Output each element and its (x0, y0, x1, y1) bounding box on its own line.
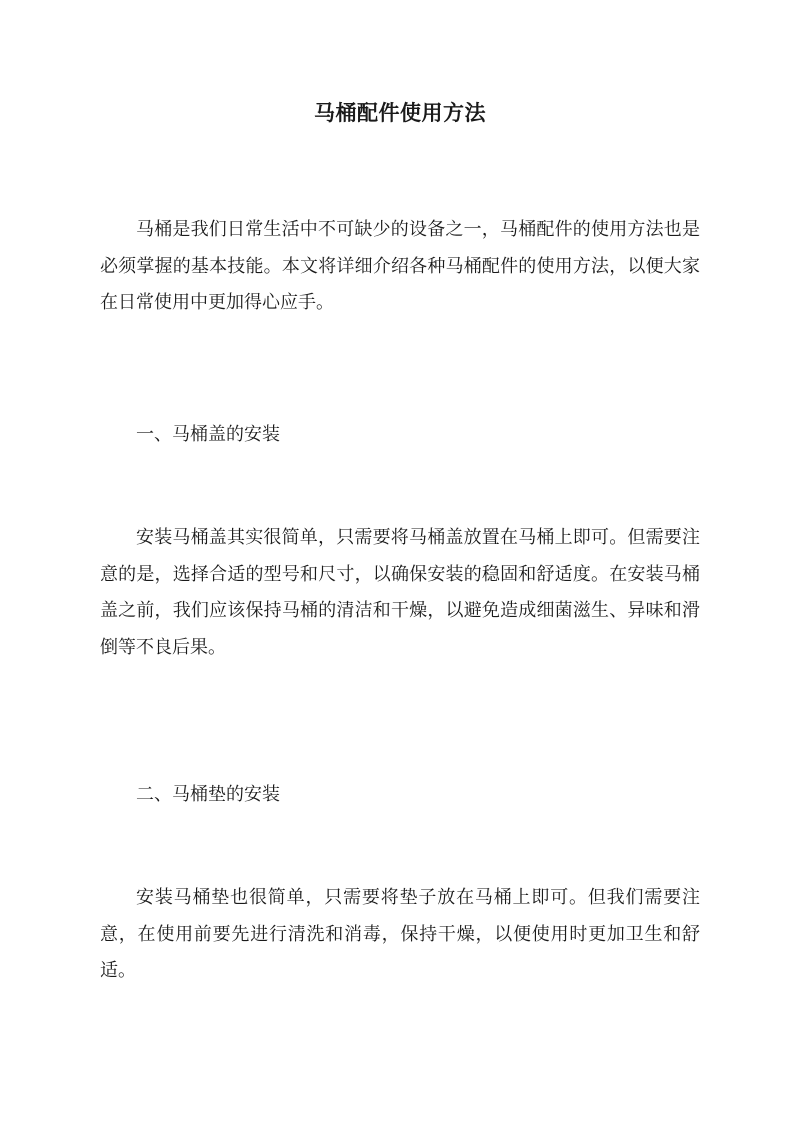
section-body-toilet-lid: 安装马桶盖其实很简单，只需要将马桶盖放置在马桶上即可。但需要注意的是，选择合适的型号和尺寸，以确保安装的稳固和舒适度。在安装马桶盖之前，我们应该保持马桶的清洁和干燥，以避免造成细菌滋生、异味和滑倒等不良后果。 (100, 527, 700, 658)
document-title: 马桶配件使用方法 (314, 100, 486, 125)
section-heading-toilet-pad: 二、马桶垫的安装 (136, 784, 280, 805)
section-body-toilet-pad: 安装马桶垫也很简单，只需要将垫子放在马桶上即可。但我们需要注意，在使用前要先进行清洗和消毒，保持干燥，以便使用时更加卫生和舒适。 (100, 887, 700, 981)
intro-paragraph: 马桶是我们日常生活中不可缺少的设备之一，马桶配件的使用方法也是必须掌握的基本技能。本文将详细介绍各种马桶配件的使用方法，以便大家在日常使用中更加得心应手。 (100, 219, 700, 313)
section-heading-toilet-lid: 一、马桶盖的安装 (136, 424, 280, 445)
